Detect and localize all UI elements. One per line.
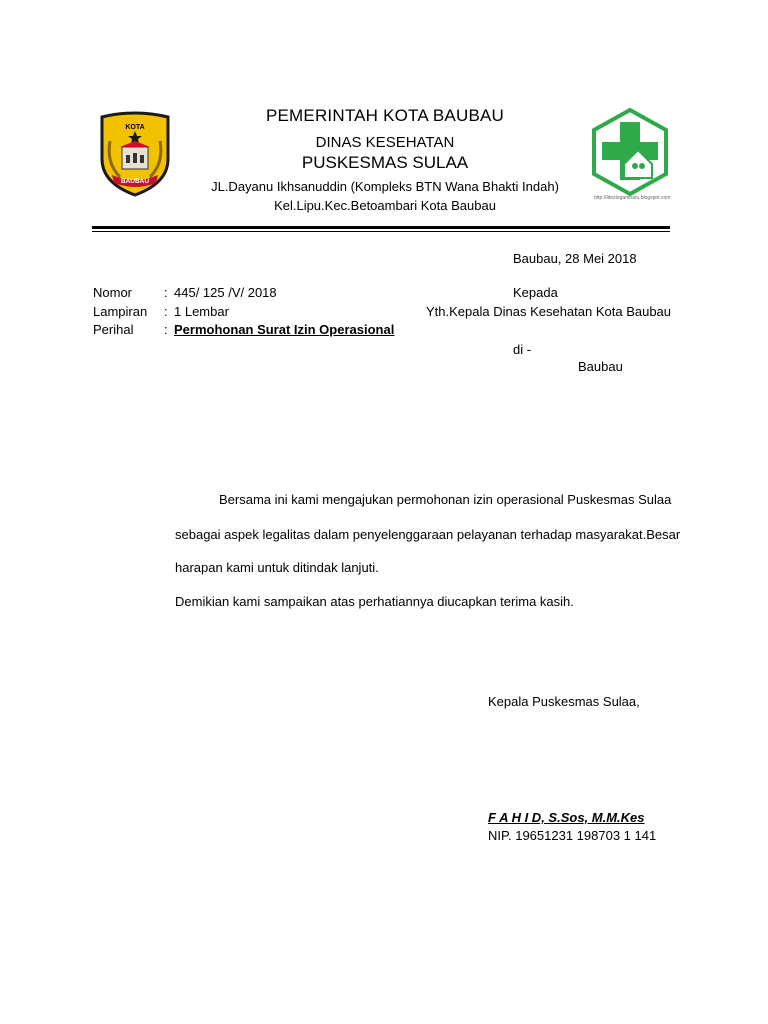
field-label-nomor: Nomor <box>93 285 133 300</box>
recipient-kepada: Kepada <box>513 285 558 300</box>
body-line-1: Bersama ini kami mengajukan permohonan izin operasional Puskesmas Sulaa <box>219 492 672 507</box>
header-address-1: JL.Dayanu Ikhsanuddin (Kompleks BTN Wana Bhakti Indah) <box>211 179 559 194</box>
field-sep-lampiran: : <box>164 304 168 319</box>
signature-nip: NIP. 19651231 198703 1 141 <box>488 828 657 843</box>
field-sep-nomor: : <box>164 285 168 300</box>
field-value-perihal: Permohonan Surat Izin Operasional <box>174 322 395 337</box>
signature-title: Kepala Puskesmas Sulaa, <box>488 694 640 709</box>
body-line-3: harapan kami untuk ditindak lanjuti. <box>175 560 379 575</box>
body-closing: Demikian kami sampaikan atas perhatiannya diucapkan terima kasih. <box>175 594 574 609</box>
recipient-city: Baubau <box>578 359 623 374</box>
field-label-perihal: Perihal <box>93 322 134 337</box>
header-government: PEMERINTAH KOTA BAUBAU <box>265 106 505 125</box>
header-divider-thick <box>92 226 670 229</box>
header-divider-thin <box>92 231 670 232</box>
signature-name: F A H I D, S.Sos, M.M.Kes <box>488 810 645 825</box>
header-department: DINAS KESEHATAN <box>315 134 455 151</box>
field-value-nomor: 445/ 125 /V/ 2018 <box>174 285 277 300</box>
svg-text:BAUBAU: BAUBAU <box>120 178 150 185</box>
letter-date: Baubau, 28 Mei 2018 <box>513 251 637 266</box>
logo-url: http://idezlogambaru.blogspot.com <box>594 195 671 201</box>
puskesmas-logo <box>590 108 670 200</box>
body-line-2: sebagai aspek legalitas dalam penyelenggaraan pelayanan terhadap masyarakat.Besar <box>175 527 681 542</box>
field-sep-perihal: : <box>164 322 168 337</box>
svg-text:KOTA: KOTA <box>125 124 145 131</box>
kota-baubau-emblem <box>96 111 174 197</box>
field-value-lampiran: 1 Lembar <box>174 304 229 319</box>
header-address-2: Kel.Lipu.Kec.Betoambari Kota Baubau <box>274 198 496 213</box>
field-label-lampiran: Lampiran <box>93 304 148 319</box>
recipient-yth: Yth.Kepala Dinas Kesehatan Kota Baubau <box>426 304 672 319</box>
recipient-di: di - <box>513 342 532 357</box>
header-puskesmas: PUSKESMAS SULAA <box>301 153 469 172</box>
